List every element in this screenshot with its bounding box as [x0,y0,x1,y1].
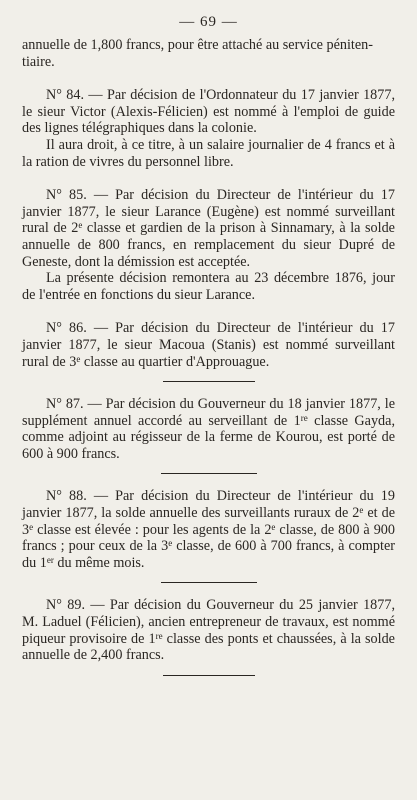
decision-86: N° 86. — Par décision du Directeur de l'intérieur du 17 janvier 1877, le sieur Macoua (Stanis) est nommé surveillant rural de 3e classe au quartier d'Approuague. [22,320,395,370]
continuation-line-1: annuelle de 1,800 francs, pour être attaché au service péniten- [22,37,373,53]
decision-88: N° 88. — Par décision du Directeur de l'intérieur du 19 janvier 1877, la solde annuelle des surveillants ruraux de 2e et de 3e classe est élevée : pour les agents de la 2e classe, de 800 à 900 francs ; pour ceux de la 3e classe, de 600 à 700 francs, à compter du 1er du même mois. [22,488,395,571]
decision-85-detail: La présente décision remontera au 23 décembre 1876, jour de l'entrée en fonctions du sieur Larance. [22,270,395,303]
page-number: — 69 — [179,14,238,30]
decision-89: N° 89. — Par décision du Gouverneur du 25 janvier 1877, M. Laduel (Félicien), ancien entrepreneur de travaux, est nommé piqueur provisoire de 1re classe des ponts et chaussées, à la solde annuelle de 2,400 francs. [22,597,395,664]
separator-rule [163,381,255,382]
decision-87: N° 87. — Par décision du Gouverneur du 18 janvier 1877, le supplément annuel accordé au serveillant de 1re classe Gayda, comme adjoint au régisseur de la ferme de Kourou, est porté de 600 à 900 francs. [22,396,395,462]
separator-rule [163,675,255,676]
separator-rule [161,582,257,583]
continuation-line-2: tiaire. [22,53,55,70]
decision-84: N° 84. — Par décision de l'Ordonnateur du 17 janvier 1877, le sieur Victor (Alexis-Félicien) est nommé à l'emploi de guide des lignes télégraphiques dans la colonie. [22,87,395,137]
decision-85: N° 85. — Par décision du Directeur de l'intérieur du 17 janvier 1877, le sieur Larance (Eugène) est nommé surveillant rural de 2e classe et gardien de la prison à Sinnamary, à la solde annuelle de 800 francs, en remplacement du sieur Dupré de Geneste, dont la démission est acceptée. [22,187,395,270]
decision-84-detail: Il aura droit, à ce titre, à un salaire journalier de 4 francs et à la ration de vivres du personnel libre. [22,136,395,170]
separator-rule [161,473,257,474]
